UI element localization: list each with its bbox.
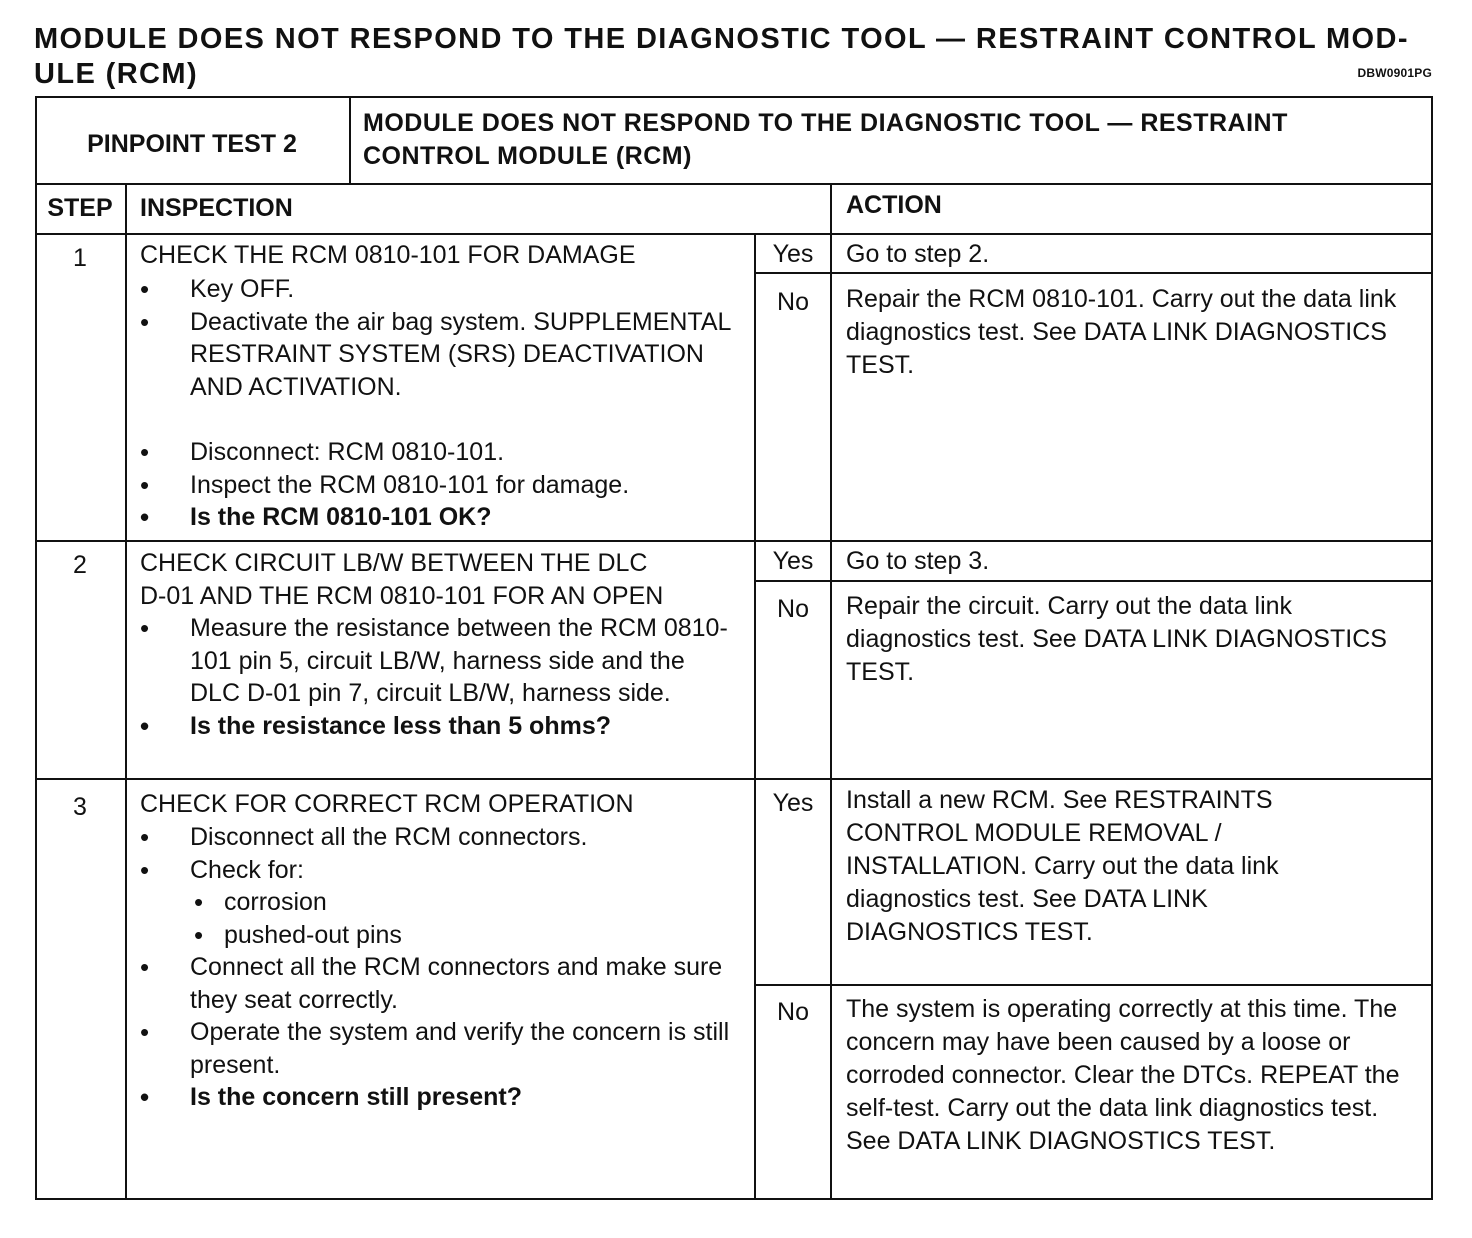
divider: [830, 183, 832, 1200]
no-label: No: [777, 998, 809, 1026]
divider: [755, 984, 1433, 986]
step-number: 2: [73, 551, 87, 579]
step-heading: CHECK FOR CORRECT RCM OPERATION: [140, 790, 634, 818]
no-action: Repair the circuit. Carry out the data link diagnostics test. See DATA LINK DIAGNOSTICS TEST.: [846, 592, 1387, 686]
yes-label: Yes: [772, 240, 814, 268]
divider: [755, 580, 1433, 582]
divider: [125, 183, 127, 1200]
step-heading: CHECK THE RCM 0810-101 FOR DAMAGE: [140, 241, 636, 269]
inspection-question: • Is the concern still present?: [140, 1081, 740, 1114]
inspection-item: • Disconnect: RCM 0810-101.: [140, 436, 740, 469]
divider: [35, 183, 1433, 185]
pinpoint-test-label: PINPOINT TEST 2: [87, 130, 297, 158]
column-header-step: STEP: [47, 194, 113, 222]
page-title-line-1: MODULE DOES NOT RESPOND TO THE DIAGNOSTIC TOOL — RESTRAINT CONTROL MOD-: [34, 23, 1409, 55]
inspection-question: • Is the resistance less than 5 ohms?: [140, 710, 740, 743]
yes-label: Yes: [772, 547, 814, 575]
no-label: No: [777, 288, 809, 316]
page-title: [34, 22, 1424, 92]
inspection-item: • Key OFF.: [140, 273, 740, 306]
inspection-item: • Measure the resistance between the RCM 0810-101 pin 5, circuit LB/W, harness side and the DLC D-01 pin 7, circuit LB/W, harness side.: [140, 612, 740, 710]
divider: [35, 540, 1433, 542]
no-action: The system is operating correctly at this time. The concern may have been caused by a loose or corroded connector. Clear the DTCs. REPEAT the self-test. Carry out the data link diagnostics test. See DATA LINK DIAGNOSTICS TEST.: [846, 995, 1400, 1155]
pinpoint-test-title-line-2: CONTROL MODULE (RCM): [363, 142, 692, 170]
divider: [754, 233, 756, 1200]
pinpoint-test-title: [363, 107, 1423, 173]
step-heading: D-01 AND THE RCM 0810-101 FOR AN OPEN: [140, 582, 664, 610]
pinpoint-test-title-line-1: MODULE DOES NOT RESPOND TO THE DIAGNOSTIC TOOL — RESTRAINT: [363, 109, 1288, 137]
inspection-question: • Is the RCM 0810-101 OK?: [140, 501, 740, 534]
yes-action: Go to step 3.: [846, 547, 990, 575]
page-title-line-2: ULE (RCM): [34, 58, 199, 90]
step-inspection-list: [140, 273, 740, 534]
divider: [35, 233, 1433, 235]
column-header-inspection: INSPECTION: [140, 194, 293, 222]
step-inspection-list: [140, 612, 740, 742]
column-header-action: ACTION: [846, 191, 942, 219]
step-number: 1: [73, 244, 87, 272]
yes-action: Go to step 2.: [846, 240, 990, 268]
divider: [755, 272, 1433, 274]
inspection-item: • Deactivate the air bag system. SUPPLEMENTAL RESTRAINT SYSTEM (SRS) DEACTIVATION AND ACTIVATION.: [140, 306, 740, 404]
no-action: Repair the RCM 0810-101. Carry out the data link diagnostics test. See DATA LINK DIAGNOSTICS TEST.: [846, 285, 1397, 379]
inspection-item: • Check for:: [140, 854, 740, 887]
inspection-item: • Inspect the RCM 0810-101 for damage.: [140, 469, 740, 502]
yes-label: Yes: [772, 789, 814, 817]
inspection-subitem: • corrosion: [140, 886, 740, 919]
divider: [349, 96, 351, 184]
inspection-item: • Operate the system and verify the concern is still present.: [140, 1016, 740, 1081]
inspection-subitem: • pushed-out pins: [140, 919, 740, 952]
inspection-item: • Disconnect all the RCM connectors.: [140, 821, 740, 854]
inspection-item: • Connect all the RCM connectors and make sure they seat correctly.: [140, 951, 740, 1016]
step-heading: CHECK CIRCUIT LB/W BETWEEN THE DLC: [140, 549, 648, 577]
document-code: DBW0901PG: [1357, 66, 1432, 80]
step-number: 3: [73, 793, 87, 821]
divider: [35, 778, 1433, 780]
step-inspection-list: [140, 821, 740, 1114]
no-label: No: [777, 595, 809, 623]
yes-action: Install a new RCM. See RESTRAINTS CONTROL MODULE REMOVAL / INSTALLATION. Carry out the data link diagnostics test. See DATA LINK DIAGNOSTICS TEST.: [846, 786, 1279, 946]
